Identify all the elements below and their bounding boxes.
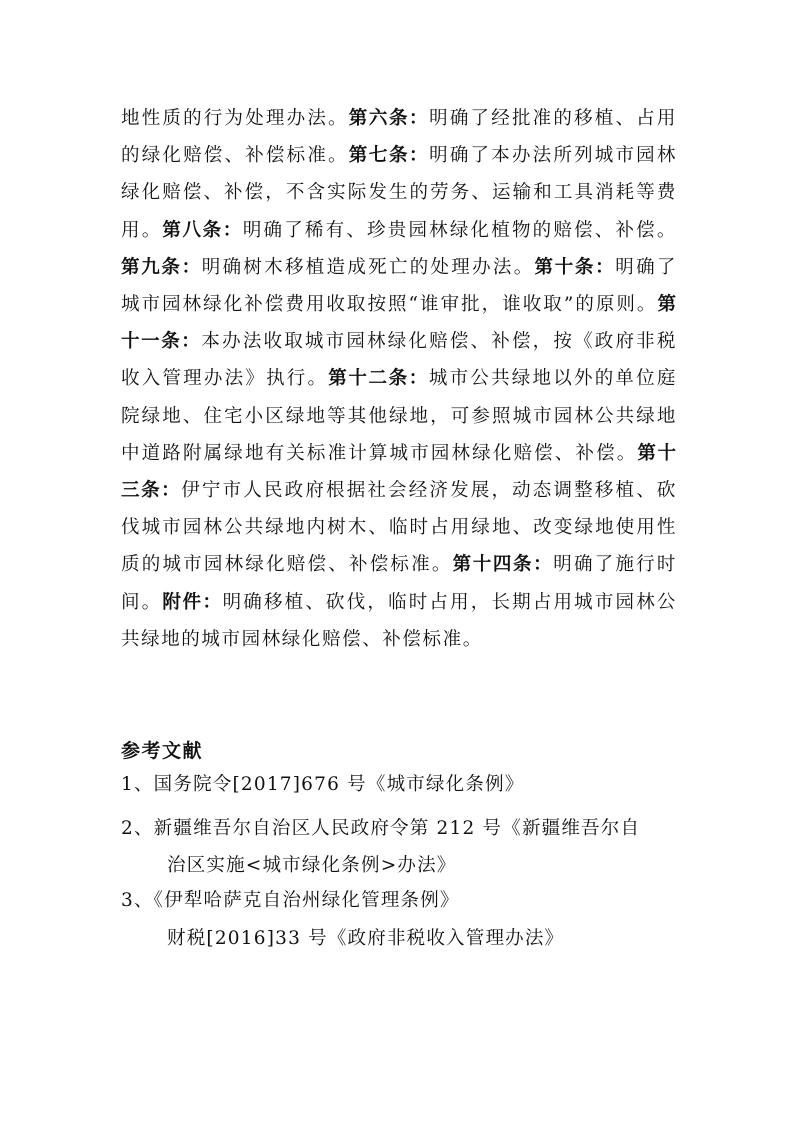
article-text-13: 伊宁市人民政府根据社会经济发展，动态调整移植、砍伐城市园林公共绿地内树木、临时占用绿地、改变绿地使用性质的城市园林绿化赔偿、补偿标准。: [121, 480, 677, 576]
paragraph-text: 地性质的行为处理办法。: [121, 108, 349, 129]
reference-item-2-continued: 治区实施<城市绿化条例>办法》: [167, 855, 457, 876]
article-text-8: 明确了稀有、珍贵园林绿化植物的赔偿、补偿。: [242, 219, 677, 241]
article-heading-9: 第九条：: [121, 256, 202, 278]
reference-item-3-continued: 财税[2016]33 号《政府非税收入管理办法》: [167, 928, 565, 949]
reference-item-1: 1、国务院令[2017]676 号《城市绿化条例》: [121, 774, 525, 795]
reference-item-2: 2、新疆维吾尔自治区人民政府令第 212 号《新疆维吾尔自: [121, 818, 641, 839]
article-heading-14: 第十四条：: [452, 554, 554, 576]
article-heading-13: 第十三条：: [121, 442, 677, 502]
article-heading-10: 第十条：: [534, 256, 616, 278]
article-heading-11: 第十一条：: [121, 294, 677, 353]
body-paragraph: [121, 100, 677, 658]
article-heading-6: 第六条：: [348, 108, 430, 129]
article-text-11: 本办法收取城市园林绿化赔偿、补偿，按《政府非税收入管理办法》执行。: [121, 331, 677, 390]
article-text-7: 明确了本办法所列城市园林绿化赔偿、补偿，不含实际发生的劳务、运输和工具消耗等费用。: [121, 145, 677, 241]
article-text-12: 城市公共绿地以外的单位庭院绿地、住宅小区绿地等其他绿地，可参照城市园林公共绿地中道路附属绿地有关标准计算城市园林绿化赔偿、补偿。: [121, 368, 677, 464]
reference-item-3: 3、《伊犁哈萨克自治州绿化管理条例》: [121, 890, 460, 911]
references-title: 参考文献: [121, 740, 204, 762]
article-heading-8: 第八条：: [162, 219, 243, 241]
article-text-14: 明确了施行时间。: [121, 554, 677, 613]
article-heading-12: 第十二条：: [328, 368, 429, 390]
attachment-text: 明确移植、砍伐，临时占用，长期占用城市园林公共绿地的城市园林绿化赔偿、补偿标准。: [121, 591, 678, 650]
article-text-6: 明确了经批准的移植、占用的绿化赔偿、补偿标准。: [121, 108, 677, 167]
attachment-heading: 附件：: [162, 591, 223, 613]
article-text-9: 明确树木移植造成死亡的处理办法。: [201, 256, 535, 278]
article-text-10: 明确了城市园林绿化补偿费用收取按照“谁审批，谁收取”的原则。: [121, 256, 677, 316]
article-heading-7: 第七条：: [348, 145, 430, 167]
